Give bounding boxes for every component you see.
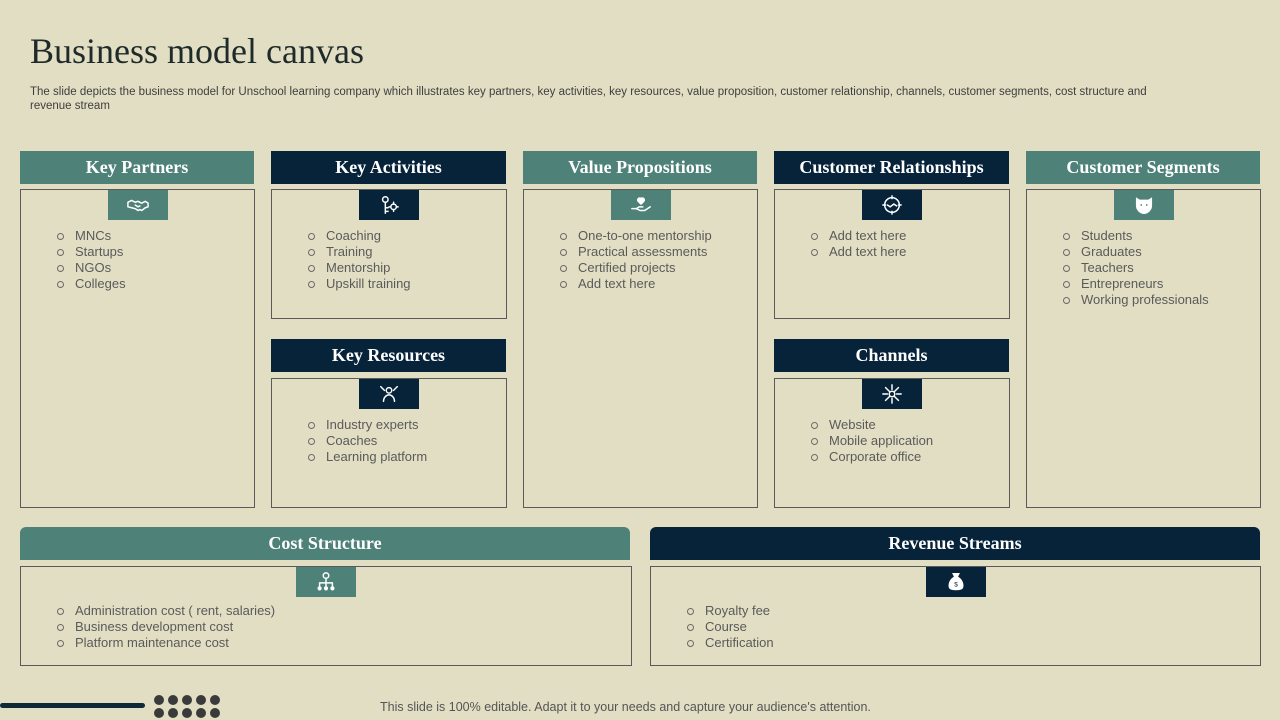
page-subtitle: The slide depicts the business model for Unschool learning company which illustrates key partners, key activities, key resources, value proposition, customer relationship, channels, customer segments, cost structure and revenue stream xyxy=(30,86,1147,112)
handshake-icon xyxy=(108,190,168,220)
key-activities-header: Key Activities xyxy=(271,151,506,184)
value-propositions-box xyxy=(523,189,758,508)
footer-accent-bar xyxy=(0,703,145,708)
channels-header: Channels xyxy=(774,339,1009,372)
customer-relationships-header: Customer Relationships xyxy=(774,151,1009,184)
revenue-streams-box xyxy=(650,566,1261,666)
list-item: One-to-one mentorship xyxy=(558,228,712,244)
list-item: Add text here xyxy=(558,276,712,292)
key-partners-header: Key Partners xyxy=(20,151,254,184)
svg-text:$: $ xyxy=(953,581,958,589)
money-bag-icon xyxy=(926,567,986,597)
list-item: Corporate office xyxy=(809,449,933,465)
list-item: Entrepreneurs xyxy=(1061,276,1209,292)
key-resources-box xyxy=(271,378,507,508)
cost-structure-header: Cost Structure xyxy=(20,527,630,560)
list-item: Administration cost ( rent, salaries) xyxy=(55,603,275,619)
list-item: Coaches xyxy=(306,433,427,449)
list-item: Industry experts xyxy=(306,417,427,433)
list-item: Add text here xyxy=(809,228,906,244)
list-item: Mentorship xyxy=(306,260,411,276)
list-item: NGOs xyxy=(55,260,126,276)
customer-relationships-box xyxy=(774,189,1010,319)
network-icon xyxy=(862,379,922,409)
list-item: Teachers xyxy=(1061,260,1209,276)
customer-relationships-list xyxy=(809,228,906,260)
key-resources-header: Key Resources xyxy=(271,339,506,372)
key-partners-list xyxy=(55,228,126,292)
customer-segments-box xyxy=(1026,189,1261,508)
list-item: Practical assessments xyxy=(558,244,712,260)
channels-box xyxy=(774,378,1010,508)
list-item: Graduates xyxy=(1061,244,1209,260)
key-resources-list xyxy=(306,417,427,465)
list-item: Royalty fee xyxy=(685,603,774,619)
list-item: Platform maintenance cost xyxy=(55,635,275,651)
customer-segments-list xyxy=(1061,228,1209,308)
key-activities-box xyxy=(271,189,507,319)
value-propositions-list xyxy=(558,228,712,292)
list-item: Startups xyxy=(55,244,126,260)
list-item: Training xyxy=(306,244,411,260)
customer-face-icon xyxy=(1114,190,1174,220)
cost-structure-box xyxy=(20,566,632,666)
list-item: Certified projects xyxy=(558,260,712,276)
key-partners-box xyxy=(20,189,255,508)
revenue-streams-header: Revenue Streams xyxy=(650,527,1260,560)
handshake-gear-icon xyxy=(862,190,922,220)
list-item: Students xyxy=(1061,228,1209,244)
list-item: Upskill training xyxy=(306,276,411,292)
customer-segments-header: Customer Segments xyxy=(1026,151,1260,184)
page-title: Business model canvas xyxy=(30,31,364,71)
list-item: Learning platform xyxy=(306,449,427,465)
footer-text: This slide is 100% editable. Adapt it to your needs and capture your audience's attention. xyxy=(380,700,871,714)
value-propositions-header: Value Propositions xyxy=(523,151,757,184)
list-item: Add text here xyxy=(809,244,906,260)
revenue-streams-list xyxy=(685,603,774,651)
list-item: Working professionals xyxy=(1061,292,1209,308)
key-activities-list xyxy=(306,228,411,292)
hierarchy-money-icon xyxy=(296,567,356,597)
list-item: Mobile application xyxy=(809,433,933,449)
list-item: Coaching xyxy=(306,228,411,244)
list-item: Course xyxy=(685,619,774,635)
footer-dots-decoration xyxy=(154,695,220,718)
cost-structure-list xyxy=(55,603,275,651)
channels-list xyxy=(809,417,933,465)
hand-heart-icon xyxy=(611,190,671,220)
list-item: MNCs xyxy=(55,228,126,244)
list-item: Colleges xyxy=(55,276,126,292)
list-item: Certification xyxy=(685,635,774,651)
list-item: Business development cost xyxy=(55,619,275,635)
key-gear-icon xyxy=(359,190,419,220)
list-item: Website xyxy=(809,417,933,433)
team-icon xyxy=(359,379,419,409)
